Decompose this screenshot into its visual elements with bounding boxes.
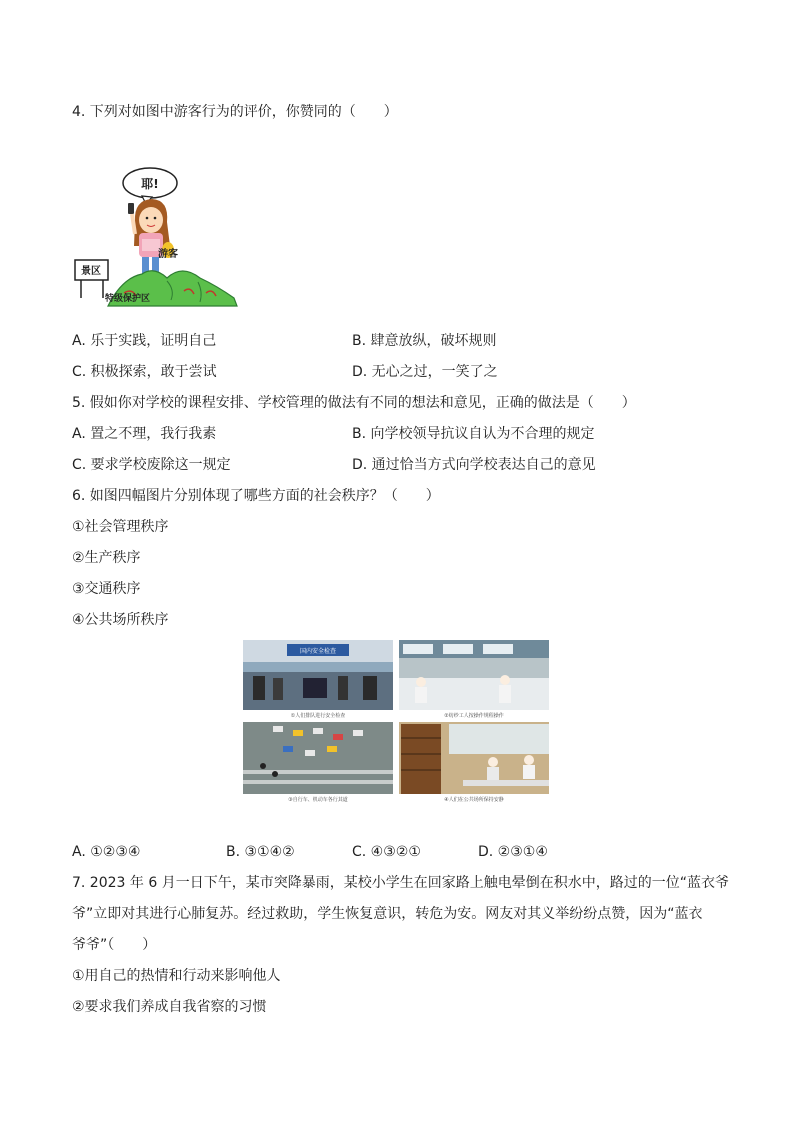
q7-item-1: ①用自己的热情和行动来影响他人	[72, 968, 281, 984]
q6-item-4: ④公共场所秩序	[72, 612, 169, 628]
q6-option-b: B. ③①④②	[226, 844, 295, 860]
social-order-photo-grid	[243, 638, 551, 806]
question-6-stem: 6. 如图四幅图片分别体现了哪些方面的社会秩序？（ ）	[72, 488, 440, 504]
tourist-label: 游客	[158, 249, 178, 260]
photo-caption-1: ①人们排队进行安全检查	[290, 713, 346, 719]
security-sign-text: 国内安全检查	[299, 648, 337, 655]
photo-textile-workers	[399, 640, 549, 710]
photo-library	[399, 722, 549, 794]
photo-traffic	[243, 722, 393, 794]
speech-text: 耶!	[141, 177, 159, 191]
question-5-stem: 5. 假如你对学校的课程安排、学校管理的做法有不同的想法和意见，正确的做法是（ ）	[72, 395, 636, 411]
tourist-illustration	[72, 166, 242, 311]
q5-option-b: B. 向学校领导抗议自认为不合理的规定	[352, 426, 595, 442]
q6-item-2: ②生产秩序	[72, 550, 141, 566]
protected-zone-label: 特级保护区	[105, 294, 151, 304]
q5-option-d: D. 通过恰当方式向学校表达自己的意见	[352, 457, 596, 473]
photo-caption-2: ②纺纱工人按操作规程操作	[444, 713, 504, 719]
question-7-stem-line-3: 爷爷”（ ）	[72, 937, 157, 953]
q5-option-c: C. 要求学校废除这一规定	[72, 457, 231, 473]
q6-option-a: A. ①②③④	[72, 844, 141, 860]
question-7-stem-line-1: 7. 2023 年 6 月一日下午，某市突降暴雨，某校小学生在回家路上触电晕倒在积水中，路过的一位“蓝衣爷	[72, 875, 729, 891]
q6-option-d: D. ②③①④	[478, 844, 548, 860]
scenic-sign-text: 景区	[81, 266, 101, 277]
q7-item-2: ②要求我们养成自我省察的习惯	[72, 999, 267, 1015]
q4-option-b: B. 肆意放纵，破坏规则	[352, 333, 497, 349]
q4-option-d: D. 无心之过，一笑了之	[352, 364, 498, 380]
q6-option-c: C. ④③②①	[352, 844, 421, 860]
q6-item-3: ③交通秩序	[72, 581, 141, 597]
q4-option-a: A. 乐于实践，证明自己	[72, 333, 217, 349]
photo-caption-4: ④人们在公共场所保持安静	[444, 797, 504, 803]
q6-item-1: ①社会管理秩序	[72, 519, 169, 535]
photo-security-check	[243, 640, 393, 710]
photo-caption-3: ③自行车、机动车各行其道	[288, 797, 348, 803]
q5-option-a: A. 置之不理，我行我素	[72, 426, 217, 442]
question-7-stem-line-2: 爷”立即对其进行心肺复苏。经过救助，学生恢复意识，转危为安。网友对其义举纷纷点赞，因为“蓝衣	[72, 906, 703, 922]
question-4-stem: 4. 下列对如图中游客行为的评价，你赞同的（ ）	[72, 104, 398, 120]
q4-option-c: C. 积极探索，敢于尝试	[72, 364, 217, 380]
